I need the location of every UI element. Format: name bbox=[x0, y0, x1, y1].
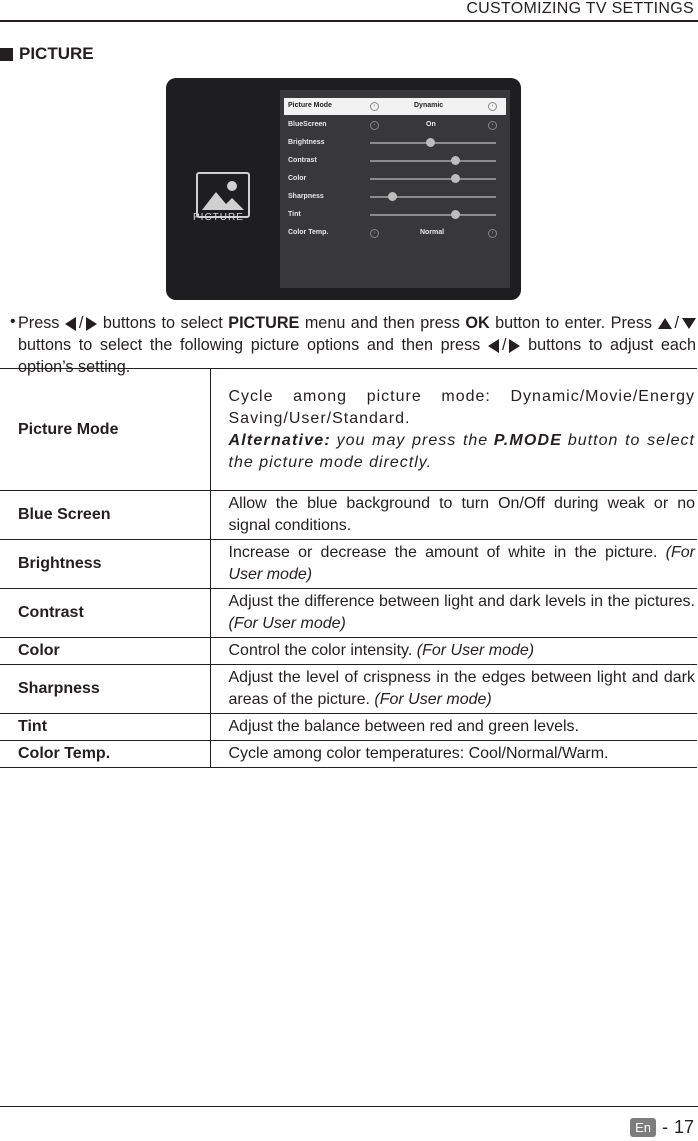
language-badge: En bbox=[630, 1118, 656, 1137]
option-name: Tint bbox=[0, 714, 210, 741]
menu-row-contrast: Contrast bbox=[284, 154, 506, 168]
option-name: Blue Screen bbox=[0, 491, 210, 540]
page-header-title: CUSTOMIZING TV SETTINGS bbox=[466, 0, 694, 17]
table-row bbox=[0, 589, 697, 638]
slider-knob bbox=[388, 192, 397, 201]
section-title: PICTURE bbox=[19, 44, 94, 63]
option-description: Control the color intensity. (For User mode) bbox=[210, 638, 697, 665]
square-bullet-icon bbox=[0, 48, 13, 61]
picture-menu-label: PICTURE bbox=[193, 212, 244, 223]
right-arrow-icon: › bbox=[488, 229, 497, 238]
header-divider bbox=[0, 20, 698, 22]
footer-divider bbox=[0, 1106, 698, 1107]
option-description: Allow the blue background to turn On/Off during weak or no signal conditions. bbox=[210, 491, 697, 540]
table-row bbox=[0, 665, 697, 714]
option-name: Picture Mode bbox=[0, 369, 210, 491]
option-description: Increase or decrease the amount of white in the picture. (For User mode) bbox=[210, 540, 697, 589]
table-row bbox=[0, 540, 697, 589]
slider-knob bbox=[451, 156, 460, 165]
slider-knob bbox=[451, 174, 460, 183]
right-arrow-icon bbox=[509, 339, 520, 353]
menu-row-color-temp: Color Temp. ‹ Normal › bbox=[284, 226, 506, 240]
option-description: Cycle among picture mode: Dynamic/Movie/Energy Saving/User/Standard. Alternative: you may press the P.MODE button to select the picture mode directly. bbox=[210, 369, 697, 491]
page-dash: - bbox=[661, 1117, 668, 1137]
menu-row-tint: Tint bbox=[284, 208, 506, 222]
section-heading bbox=[0, 44, 94, 64]
table-row bbox=[0, 638, 697, 665]
picture-options-table bbox=[0, 368, 697, 768]
right-arrow-icon: › bbox=[488, 121, 497, 130]
option-name: Color Temp. bbox=[0, 741, 210, 768]
table-row bbox=[0, 369, 697, 491]
option-description: Adjust the level of crispness in the edges between light and dark areas of the picture. (For User mode) bbox=[210, 665, 697, 714]
option-name: Sharpness bbox=[0, 665, 210, 714]
option-name: Brightness bbox=[0, 540, 210, 589]
sharpness-slider bbox=[370, 196, 496, 198]
option-description: Adjust the balance between red and green levels. bbox=[210, 714, 697, 741]
right-arrow-icon: › bbox=[488, 102, 497, 111]
picture-menu-panel bbox=[280, 90, 510, 288]
menu-row-brightness: Brightness bbox=[284, 136, 506, 150]
option-description: Cycle among color temperatures: Cool/Normal/Warm. bbox=[210, 741, 697, 768]
bullet-point: • bbox=[10, 313, 16, 330]
left-arrow-icon bbox=[488, 339, 499, 353]
menu-row-sharpness: Sharpness bbox=[284, 190, 506, 204]
option-name: Color bbox=[0, 638, 210, 665]
right-arrow-icon bbox=[86, 317, 97, 331]
left-arrow-icon bbox=[65, 317, 76, 331]
menu-row-picture-mode: Picture Mode ‹ Dynamic › bbox=[284, 98, 506, 115]
down-arrow-icon bbox=[682, 318, 696, 329]
brightness-slider bbox=[370, 142, 496, 144]
table-row bbox=[0, 741, 697, 768]
table-row bbox=[0, 491, 697, 540]
slider-knob bbox=[451, 210, 460, 219]
menu-row-color: Color bbox=[284, 172, 506, 186]
option-name: Contrast bbox=[0, 589, 210, 638]
page-footer bbox=[630, 1117, 694, 1138]
table-row bbox=[0, 714, 697, 741]
up-arrow-icon bbox=[658, 318, 672, 329]
color-slider bbox=[370, 178, 496, 180]
instructions-paragraph: Press / buttons to select PICTURE menu and then press OK button to enter. Press / buttons to select the following picture options and then press / buttons to adjust each option’s setting. bbox=[18, 314, 697, 376]
contrast-slider bbox=[370, 160, 496, 162]
tint-slider bbox=[370, 214, 496, 216]
left-arrow-icon: ‹ bbox=[370, 229, 379, 238]
left-arrow-icon: ‹ bbox=[370, 102, 379, 111]
slider-knob bbox=[426, 138, 435, 147]
menu-row-bluescreen: BlueScreen ‹ On › bbox=[284, 118, 506, 132]
tv-screen-illustration bbox=[166, 78, 521, 300]
page-number: 17 bbox=[673, 1117, 694, 1137]
left-arrow-icon: ‹ bbox=[370, 121, 379, 130]
option-description: Adjust the difference between light and dark levels in the pictures. (For User mode) bbox=[210, 589, 697, 638]
